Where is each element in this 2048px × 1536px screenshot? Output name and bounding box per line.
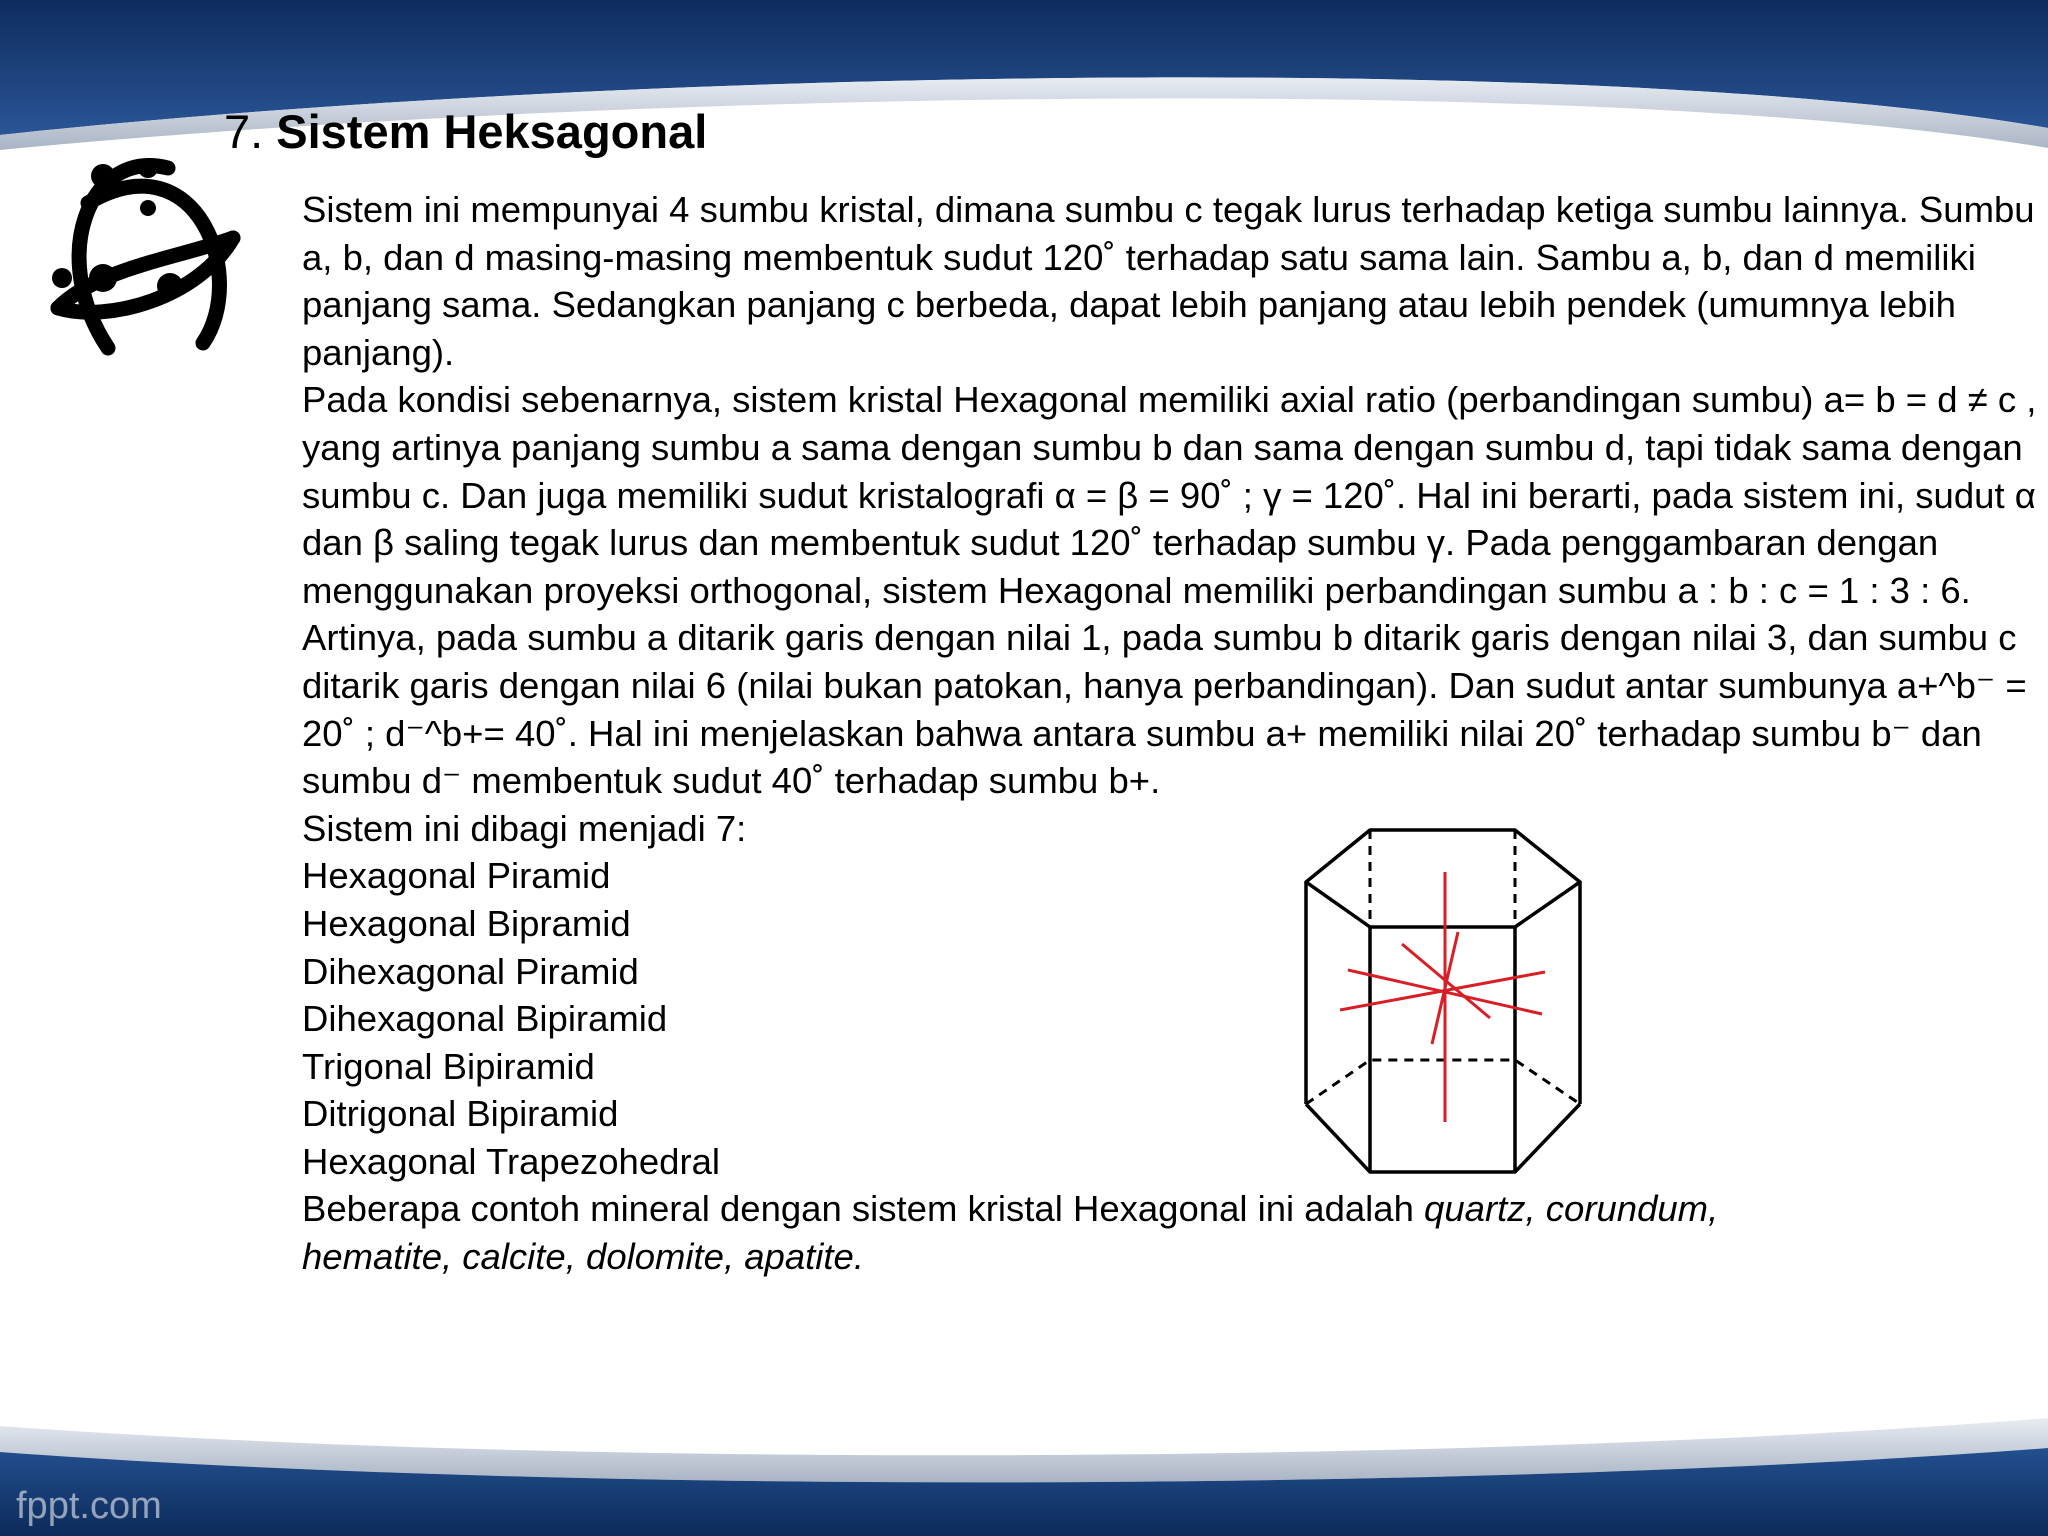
list-item: Dihexagonal Piramid [302, 950, 639, 992]
list-item: Ditrigonal Bipiramid [302, 1093, 619, 1135]
title-number: 7. [224, 105, 264, 158]
paragraph-axial-ratio: Pada kondisi sebenarnya, sistem kristal Hexagonal memiliki axial ratio (perbandingan sumbu) a= b = d ≠ c , yang artinya panjang sumbu a sama dengan sumbu b dan sama dengan sumbu d, tapi tidak sama dengan sumbu c. Dan juga memiliki sudut kristalografi α = β = 90˚ ; γ = 120˚. Hal ini berarti, pada sistem ini, sudut α dan β saling tegak lurus dan membentuk sudut 120˚ terhadap sumbu γ. Pada penggambaran dengan menggunakan proyeksi orthogonal, sistem Hexagonal memiliki perbandingan sumbu a : b : c = 1 : 3 : 6. Artinya, pada sumbu a ditarik garis dengan nilai 1, pada sumbu b ditarik garis dengan nilai 3, dan sumbu c ditarik garis dengan nilai 6 (nilai bukan patokan, hanya perbandingan). Dan sudut antar sumbunya a+^b⁻ = 20˚ ; d⁻^b+= 40˚. Hal ini menjelaskan bahwa antara sumbu a+ memiliki nilai 20˚ terhadap sumbu b⁻ dan sumbu d⁻ membentuk sudut 40˚ terhadap sumbu b+. [302, 379, 2037, 802]
list-item: Hexagonal Piramid [302, 855, 611, 897]
slide-title [224, 100, 707, 164]
examples-minerals-1: quartz, corundum, [1424, 1188, 1719, 1230]
atom-icon [48, 148, 244, 366]
watermark: fppt.com [16, 1485, 162, 1527]
paragraph-intro: Sistem ini mempunyai 4 sumbu kristal, dimana sumbu c tegak lurus terhadap ketiga sumbu lainnya. Sumbu a, b, dan d masing-masing membentuk sudut 120˚ terhadap satu sama lain. Sambu a, b, dan d memiliki panjang sama. Sedangkan panjang c berbeda, dapat lebih panjang atau lebih pendek (umumnya lebih panjang). [302, 189, 2035, 373]
list-item: Dihexagonal Bipiramid [302, 998, 668, 1040]
title-text: Sistem Heksagonal [276, 105, 708, 158]
examples-minerals-2: hematite, calcite, dolomite, apatite. [302, 1236, 864, 1278]
list-item: Hexagonal Trapezohedral [302, 1140, 721, 1182]
examples-text: Beberapa contoh mineral dengan sistem kristal Hexagonal ini adalah [302, 1188, 1425, 1230]
list-item: Trigonal Bipiramid [302, 1045, 595, 1087]
list-item: Hexagonal Bipramid [302, 902, 631, 944]
slide-body [302, 186, 2042, 1281]
list-intro: Sistem ini dibagi menjadi 7: [302, 807, 747, 849]
examples-paragraph [302, 1185, 2042, 1280]
